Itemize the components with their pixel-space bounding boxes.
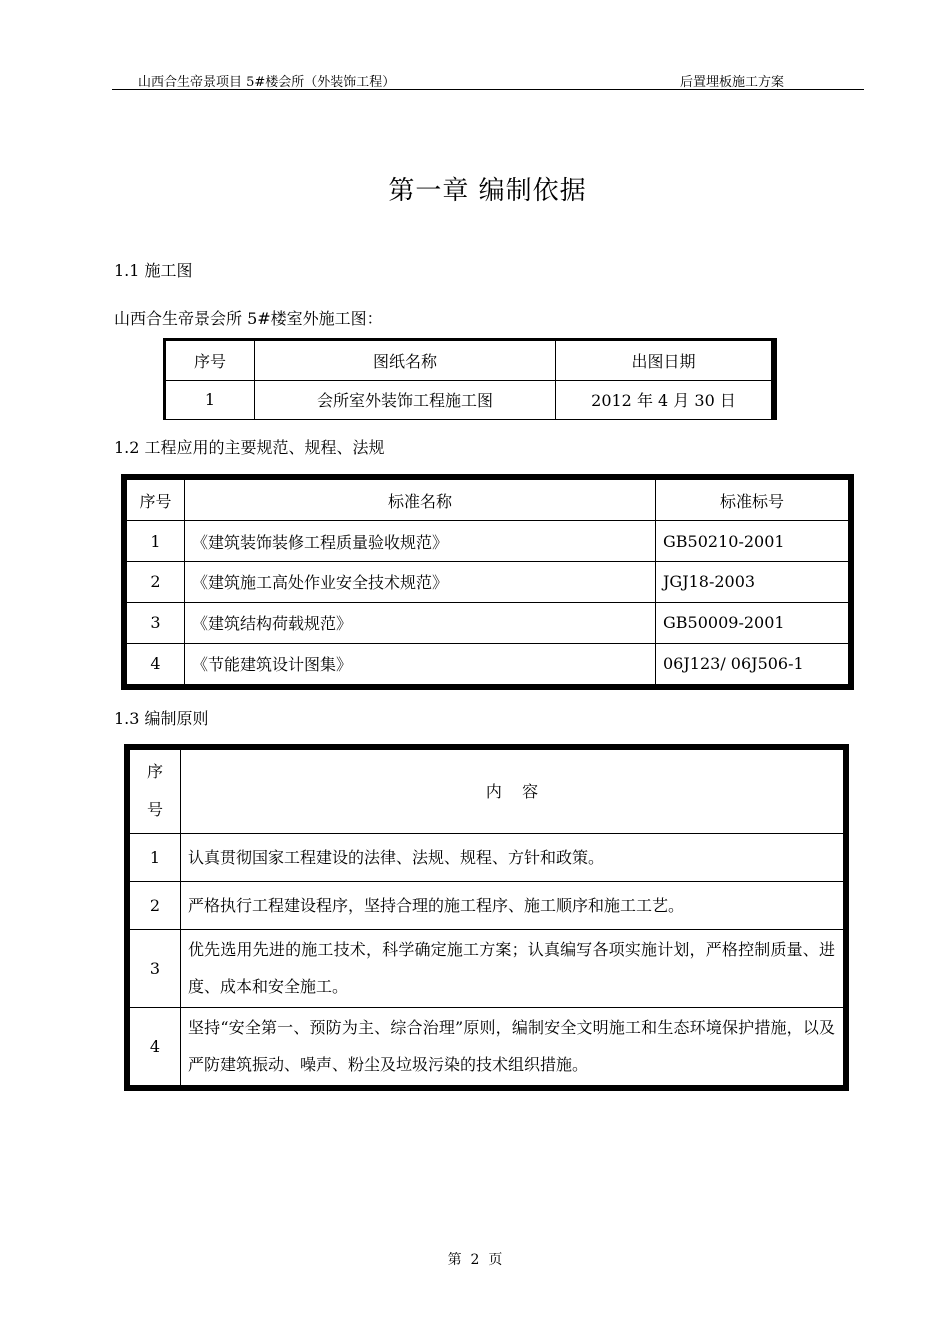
cell-standard-code: 06J123/ 06J506-1	[656, 643, 852, 687]
cell-principle: 严格执行工程建设程序，坚持合理的施工程序、施工顺序和施工工艺。	[181, 881, 847, 929]
header-project-name: 山西合生帝景项目 5#楼会所（外装饰工程）	[138, 75, 396, 90]
header-index-text: 序号	[146, 762, 163, 820]
cell-index: 3	[124, 602, 185, 643]
cell-index: 2	[127, 881, 181, 929]
page-header	[112, 70, 864, 90]
cell-index: 4	[127, 1007, 181, 1088]
cell-principle: 认真贯彻国家工程建设的法律、法规、规程、方针和政策。	[181, 833, 847, 881]
table-row	[165, 380, 775, 420]
cell-standard-name: 《建筑装饰装修工程质量验收规范》	[185, 521, 656, 562]
header-cell: 序号	[124, 477, 185, 521]
chapter-title: 第一章 编制依据	[388, 176, 587, 206]
table-row	[124, 602, 851, 643]
table-row	[127, 881, 846, 929]
cell-principle: 优先选用先进的施工技术，科学确定施工方案；认真编写各项实施计划，严格控制质量、进度、成本和安全施工。	[181, 929, 847, 1007]
section-1-1-intro: 山西合生帝景会所 5#楼室外施工图：	[114, 309, 383, 328]
cell-standard-code: GB50210-2001	[656, 521, 852, 562]
cell-standard-name: 《节能建筑设计图集》	[185, 643, 656, 687]
cell-index: 1	[127, 833, 181, 881]
header-cell-index	[127, 747, 181, 833]
cell-index: 2	[124, 562, 185, 603]
cell-index: 4	[124, 643, 185, 687]
cell-standard-name: 《建筑施工高处作业安全技术规范》	[185, 562, 656, 603]
cell-index: 1	[124, 521, 185, 562]
table-row	[124, 521, 851, 562]
header-cell: 标准标号	[656, 477, 852, 521]
cell-standard-code: JGJ18-2003	[656, 562, 852, 603]
principles-table	[124, 744, 849, 1091]
table-header-row	[165, 340, 775, 381]
table-row	[127, 929, 846, 1007]
table-row	[127, 833, 846, 881]
table-row	[124, 643, 851, 687]
page-number: 第 2 页	[447, 1252, 503, 1268]
cell-standard-name: 《建筑结构荷载规范》	[185, 602, 656, 643]
table-header-row	[124, 477, 851, 521]
table-row	[127, 1007, 846, 1088]
cell-issue-date: 2012 年 4 月 30 日	[556, 380, 775, 420]
section-1-3-heading: 1.3 编制原则	[114, 709, 209, 728]
section-1-2-heading: 1.2 工程应用的主要规范、规程、法规	[114, 438, 385, 457]
header-document-name: 后置埋板施工方案	[679, 75, 784, 90]
header-cell: 标准名称	[185, 477, 656, 521]
cell-standard-code: GB50009-2001	[656, 602, 852, 643]
table-header-row	[127, 747, 846, 833]
standards-table	[121, 474, 854, 690]
cell-principle: 坚持“安全第一、预防为主、综合治理”原则，编制安全文明施工和生态环境保护措施，以及严防建筑振动、噪声、粉尘及垃圾污染的技术组织措施。	[181, 1007, 847, 1088]
section-1-1-heading: 1.1 施工图	[114, 261, 193, 280]
cell-drawing-name: 会所室外装饰工程施工图	[255, 380, 556, 420]
header-cell: 图纸名称	[255, 340, 556, 381]
drawings-table	[163, 338, 777, 420]
cell-index: 3	[127, 929, 181, 1007]
header-cell: 出图日期	[556, 340, 775, 381]
header-cell: 序号	[165, 340, 255, 381]
table-row	[124, 562, 851, 603]
header-cell: 内 容	[181, 747, 847, 833]
cell-index: 1	[165, 380, 255, 420]
